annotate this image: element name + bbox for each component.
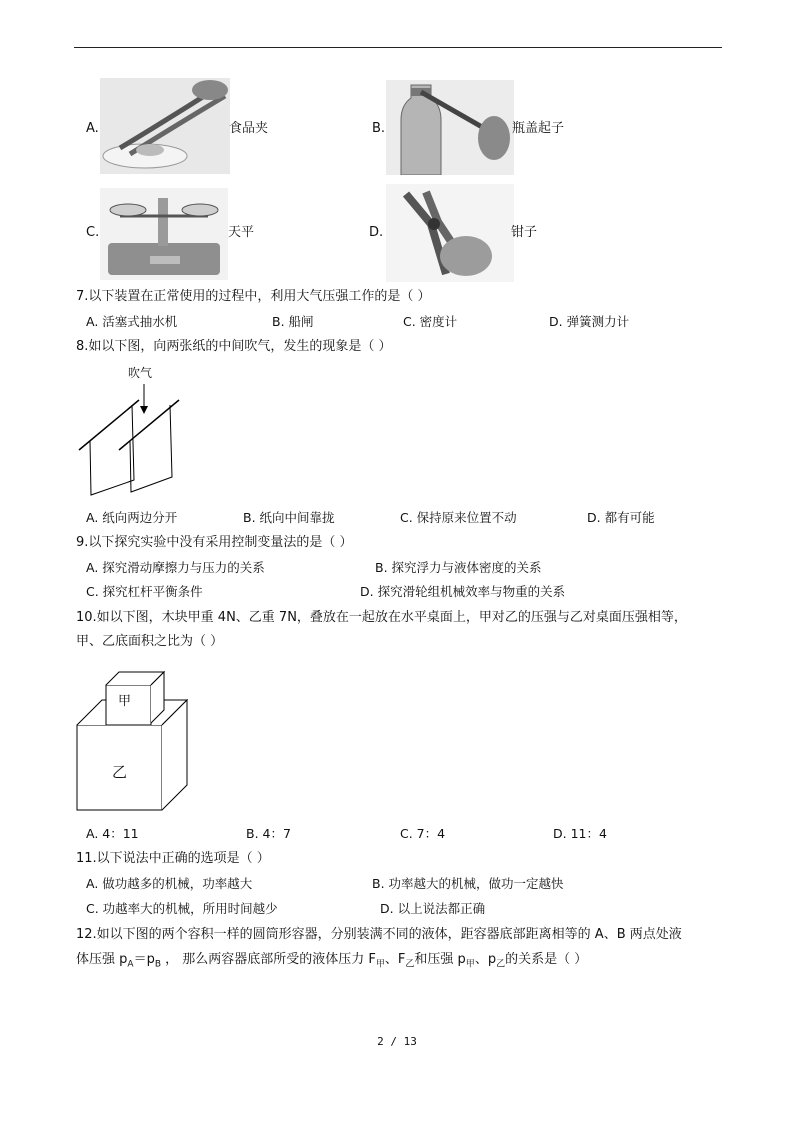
q8-figure-label: 吹气 bbox=[128, 366, 153, 380]
q9-option-a: A. 探究滑动摩擦力与压力的关系 bbox=[86, 560, 265, 575]
paper-sheets-diagram bbox=[74, 380, 184, 500]
bottle-opener-image bbox=[386, 80, 514, 175]
q8-option-c: C. 保持原来位置不动 bbox=[400, 510, 517, 525]
option-b-letter: B. bbox=[372, 121, 386, 136]
q8-stem: 8.如以下图，向两张纸的中间吹气，发生的现象是（ ） bbox=[76, 339, 392, 354]
q10-option-c: C. 7：4 bbox=[400, 826, 446, 841]
option-c-label: 天平 bbox=[228, 225, 255, 240]
option-b-label: 瓶盖起子 bbox=[512, 121, 565, 136]
q10-stem-line2: 甲、乙底面积之比为（ ） bbox=[76, 634, 224, 649]
q11-option-a: A. 做功越多的机械，功率越大 bbox=[86, 876, 253, 891]
q9-stem: 9.以下探究实验中没有采用控制变量法的是（ ） bbox=[76, 535, 353, 550]
option-d-letter: D. bbox=[369, 225, 384, 240]
q10-option-a: A. 4：11 bbox=[86, 826, 139, 841]
header-rule bbox=[74, 47, 722, 48]
q7-option-c: C. 密度计 bbox=[403, 314, 458, 329]
food-tongs-image bbox=[100, 78, 230, 174]
q11-option-c: C. 功越率大的机械，所用时间越少 bbox=[86, 901, 278, 916]
page-number: 2 / 13 bbox=[377, 1035, 417, 1048]
q10-option-b: B. 4：7 bbox=[246, 826, 291, 841]
q8-option-a: A. 纸向两边分开 bbox=[86, 510, 178, 525]
q12-stem-line1: 12.如以下图的两个容积一样的圆筒形容器，分别装满不同的液体，距容器底部距离相等的 A、B 两点处液 bbox=[76, 927, 682, 942]
q11-stem: 11.以下说法中正确的选项是（ ） bbox=[76, 851, 270, 866]
q9-option-d: D. 探究滑轮组机械效率与物重的关系 bbox=[360, 584, 566, 599]
q8-option-b: B. 纸向中间靠拢 bbox=[243, 510, 335, 525]
q7-option-b: B. 船闸 bbox=[272, 314, 314, 329]
q10-option-d: D. 11：4 bbox=[553, 826, 607, 841]
block-small-label: 甲 bbox=[118, 694, 132, 709]
q9-option-b: B. 探究浮力与液体密度的关系 bbox=[375, 560, 542, 575]
q10-stem-line1: 10.如以下图，木块甲重 4N、乙重 7N，叠放在一起放在水平桌面上，甲对乙的压强与乙对桌面压强相等， bbox=[76, 610, 687, 625]
block-large-label: 乙 bbox=[112, 763, 128, 781]
q9-option-c: C. 探究杠杆平衡条件 bbox=[86, 584, 203, 599]
option-d-label: 钳子 bbox=[511, 225, 538, 240]
q7-stem: 7.以下装置在正常使用的过程中，利用大气压强工作的是（ ） bbox=[76, 289, 431, 304]
q7-option-a: A. 活塞式抽水机 bbox=[86, 314, 178, 329]
q8-option-d: D. 都有可能 bbox=[587, 510, 655, 525]
balance-scale-image bbox=[100, 188, 228, 280]
option-a-label: 食品夹 bbox=[229, 121, 269, 136]
q11-option-b: B. 功率越大的机械，做功一定越快 bbox=[372, 876, 564, 891]
stacked-blocks-diagram bbox=[74, 665, 194, 815]
option-c-letter: C. bbox=[86, 225, 100, 240]
pliers-image bbox=[386, 184, 514, 282]
q12-stem-line2: 体压强 $p_A=p_B$ ， 那么两容器底部所受的液体压力 $F_甲$、$F_乙$和压强 $p_甲$、$p_乙$的关系是（ ） bbox=[76, 952, 588, 970]
q7-option-d: D. 弹簧测力计 bbox=[549, 314, 630, 329]
option-a-letter: A. bbox=[86, 121, 99, 136]
q11-option-d: D. 以上说法都正确 bbox=[380, 901, 486, 916]
